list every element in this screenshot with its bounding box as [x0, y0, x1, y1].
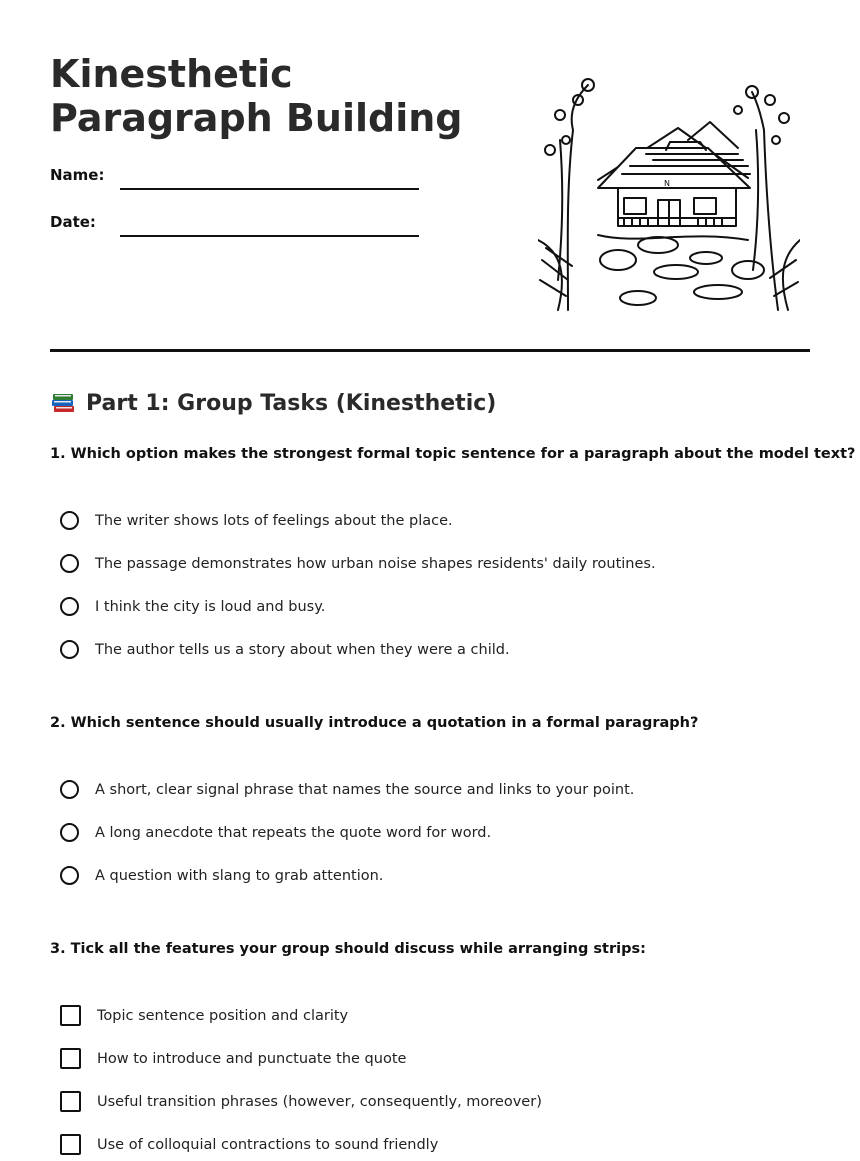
q1-option-4[interactable]: [60, 640, 510, 659]
option-label: I think the city is loud and busy.: [95, 598, 326, 615]
q1-option-1[interactable]: [60, 511, 453, 530]
radio-button[interactable]: [60, 597, 79, 616]
q2-option-1[interactable]: [60, 780, 634, 799]
name-field: [50, 166, 120, 184]
option-label: Use of colloquial contractions to sound friendly: [97, 1136, 439, 1153]
date-field: [50, 213, 120, 231]
illustration-letter: N: [664, 179, 670, 188]
q3-option-2[interactable]: [60, 1048, 406, 1069]
section-divider: [50, 349, 810, 352]
option-label: Useful transition phrases (however, consequently, moreover): [97, 1093, 542, 1110]
q3-option-1[interactable]: [60, 1005, 348, 1026]
question-1: 1. Which option makes the strongest formal topic sentence for a paragraph about the model text?: [50, 446, 856, 462]
q3-option-3[interactable]: [60, 1091, 542, 1112]
q3-option-4[interactable]: [60, 1134, 438, 1155]
date-label: Date:: [50, 213, 96, 231]
option-label: A short, clear signal phrase that names the source and links to your point.: [95, 781, 635, 798]
option-label: Topic sentence position and clarity: [97, 1007, 349, 1024]
books-icon: [50, 390, 76, 416]
q1-option-3[interactable]: [60, 597, 325, 616]
name-label: Name:: [50, 166, 105, 184]
radio-button[interactable]: [60, 866, 79, 885]
radio-button[interactable]: [60, 640, 79, 659]
option-label: The author tells us a story about when they were a child.: [95, 641, 510, 658]
radio-button[interactable]: [60, 780, 79, 799]
option-label: How to introduce and punctuate the quote: [97, 1050, 407, 1067]
section-heading-text: Part 1: Group Tasks (Kinesthetic): [86, 390, 497, 416]
name-input-line[interactable]: [120, 188, 419, 190]
question-3: 3. Tick all the features your group should discuss while arranging strips:: [50, 941, 646, 957]
option-label: A question with slang to grab attention.: [95, 867, 384, 884]
option-label: The passage demonstrates how urban noise shapes residents' daily routines.: [95, 555, 656, 572]
q1-option-2[interactable]: [60, 554, 656, 573]
question-2: 2. Which sentence should usually introduce a quotation in a formal paragraph?: [50, 715, 699, 731]
q2-option-2[interactable]: [60, 823, 491, 842]
radio-button[interactable]: [60, 511, 79, 530]
radio-button[interactable]: [60, 823, 79, 842]
option-label: A long anecdote that repeats the quote word for word.: [95, 824, 492, 841]
page-title: Kinesthetic Paragraph Building: [50, 52, 463, 140]
q2-option-3[interactable]: [60, 866, 383, 885]
radio-button[interactable]: [60, 554, 79, 573]
checkbox[interactable]: [60, 1005, 81, 1026]
date-input-line[interactable]: [120, 235, 419, 237]
option-label: The writer shows lots of feelings about the place.: [95, 512, 453, 529]
checkbox[interactable]: [60, 1134, 81, 1155]
section-heading: [50, 390, 496, 416]
checkbox[interactable]: [60, 1048, 81, 1069]
house-landscape-illustration: [538, 70, 800, 312]
checkbox[interactable]: [60, 1091, 81, 1112]
